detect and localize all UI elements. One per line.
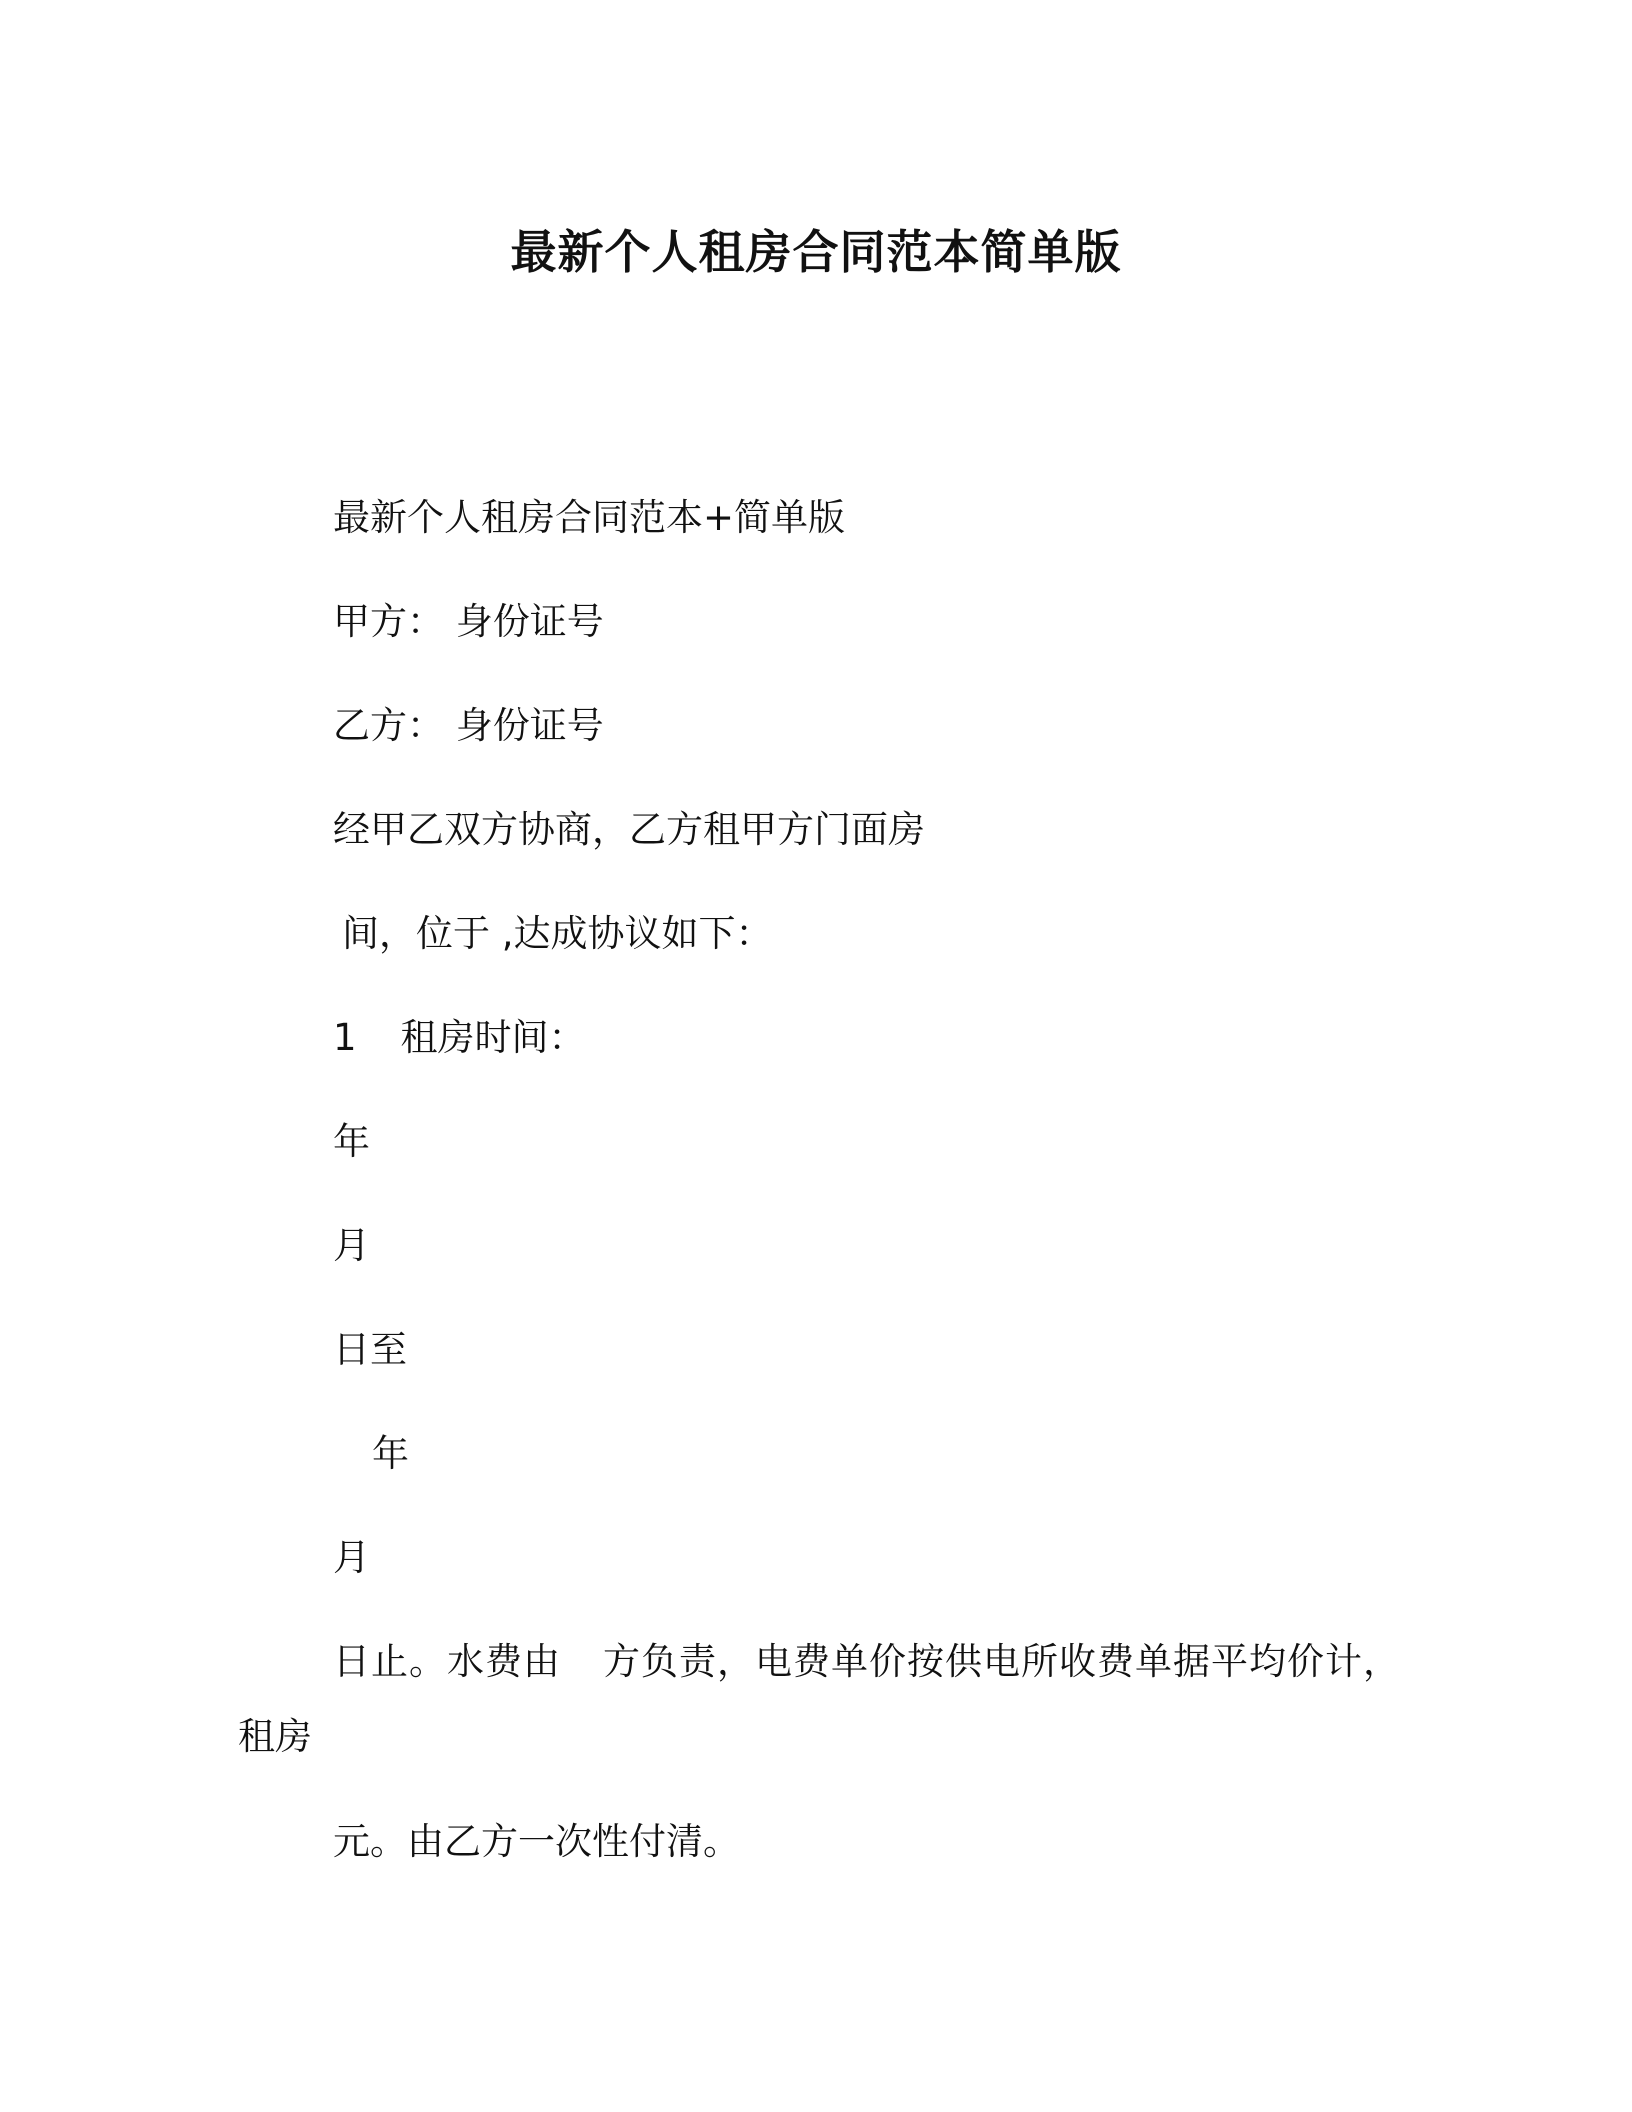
clause-1-title: 租房时间：	[400, 1016, 586, 1059]
fees-line	[333, 1637, 1401, 1687]
contract-heading: 最新个人租房合同范本+简单版	[333, 496, 846, 539]
party-a-line: 甲方： 身份证号	[333, 600, 604, 643]
fees-continuation: 租房	[238, 1715, 312, 1758]
document-title: 最新个人租房合同范本简单版	[510, 225, 1122, 279]
fees-part-2: 方负责，电费单价按供电所收费单据平均价计，	[603, 1640, 1401, 1683]
end-month: 月	[333, 1536, 370, 1579]
fees-part-1: 日止。水费由	[333, 1640, 561, 1683]
party-b-line: 乙方： 身份证号	[333, 704, 604, 747]
start-month: 月	[333, 1224, 370, 1267]
intro-line-1: 经甲乙双方协商，乙方租甲方门面房	[333, 808, 925, 851]
payment-line: 元。由乙方一次性付清。	[333, 1820, 740, 1863]
start-day: 日至	[333, 1328, 407, 1371]
start-year: 年	[333, 1120, 370, 1163]
intro-line-2: 间，位于 ,达成协议如下：	[342, 912, 773, 955]
end-year: 年	[372, 1432, 409, 1475]
clause-1-number: 1	[333, 1016, 357, 1059]
clause-1-line	[333, 1013, 586, 1063]
